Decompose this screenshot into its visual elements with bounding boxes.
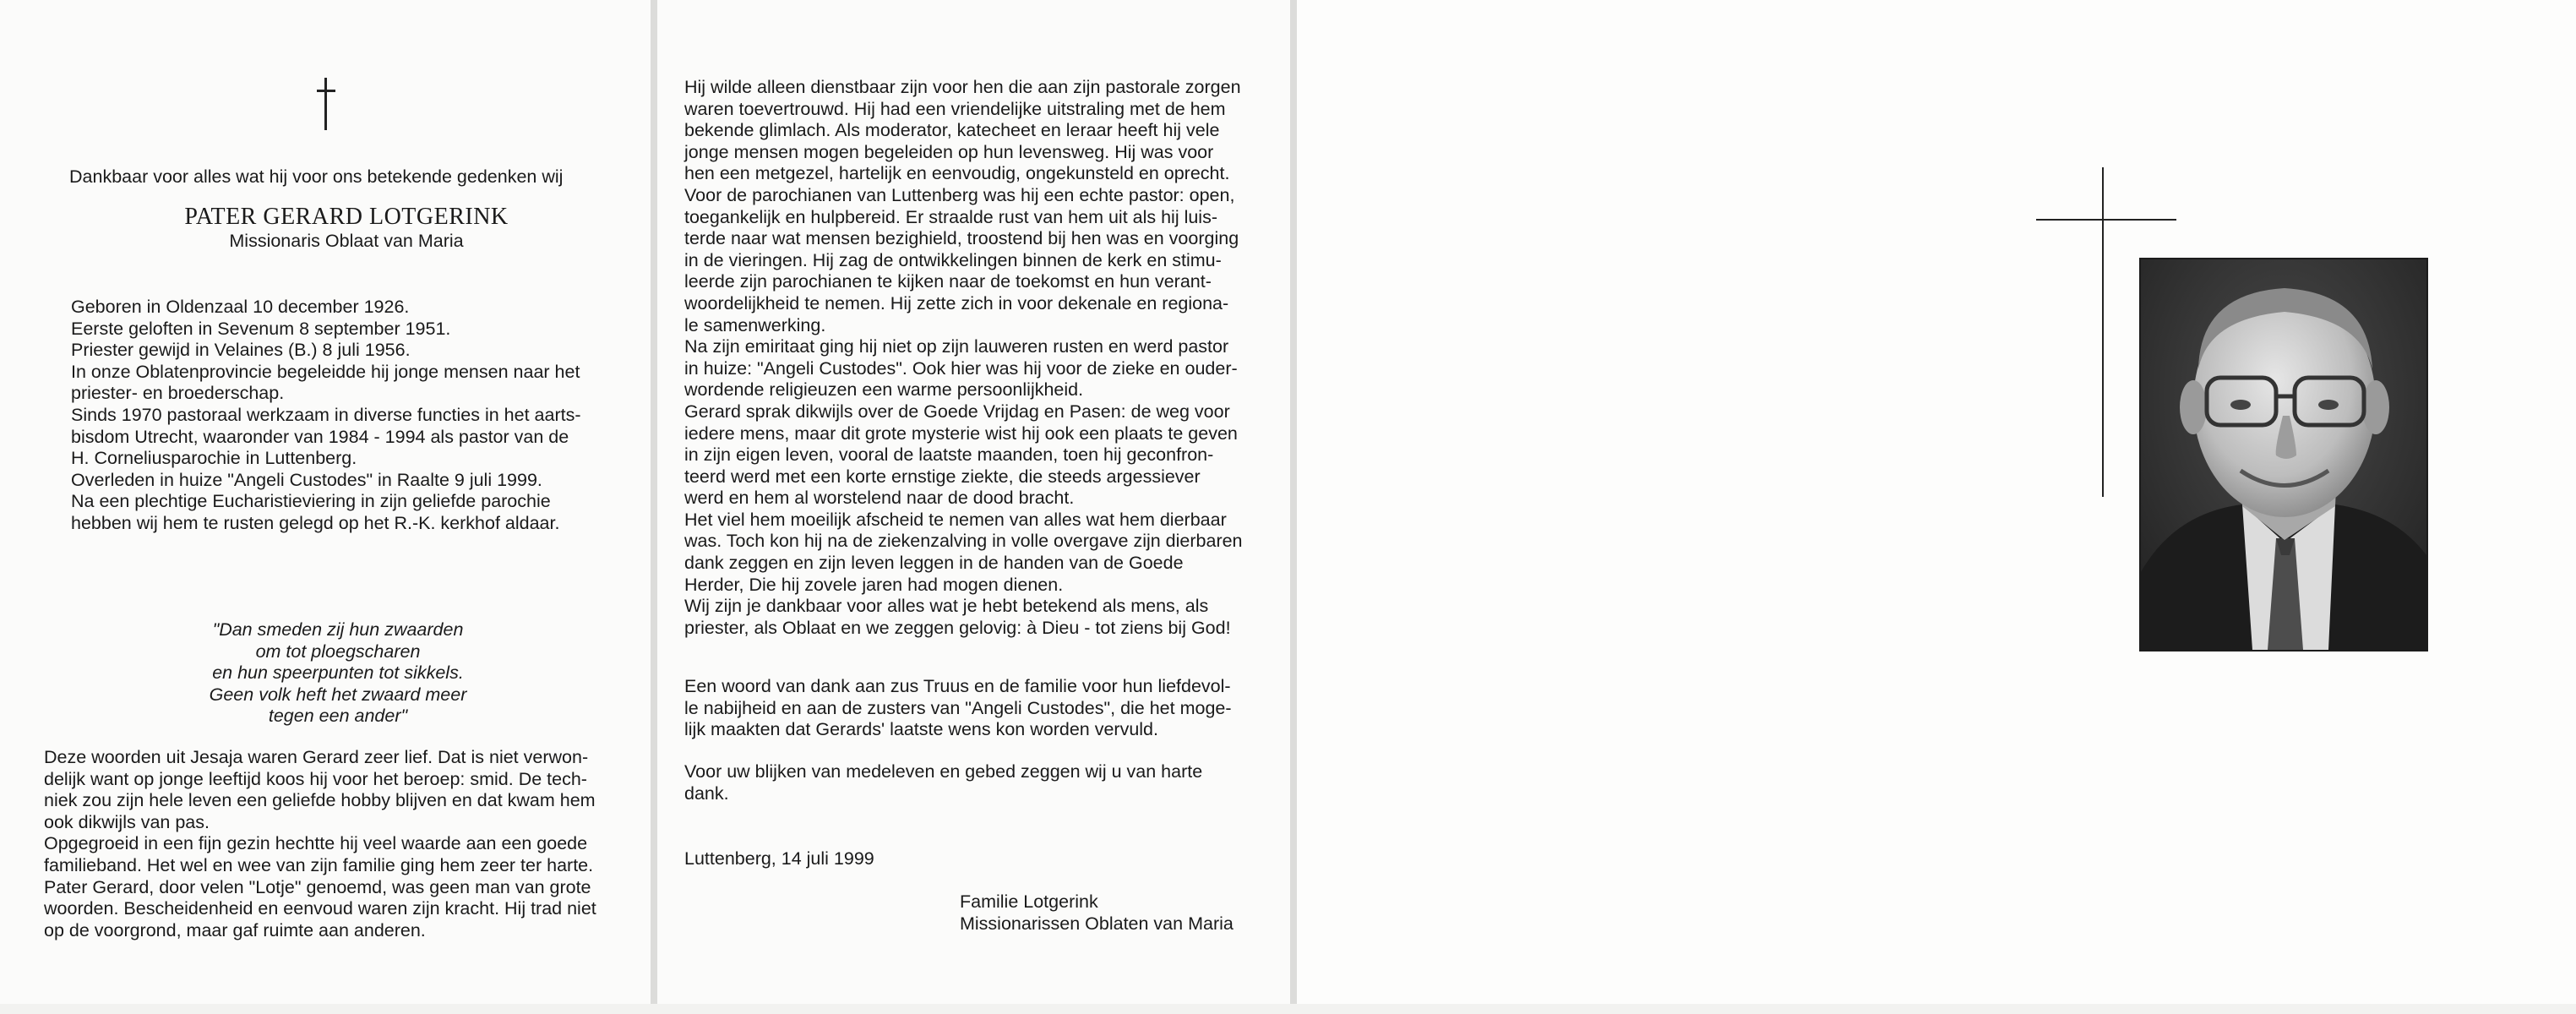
text-line: in huize: "Angeli Custodes". Ook hier was hij voor de zieke en ouder- — [684, 357, 1238, 379]
text-line: waren toevertrouwd. Hij had een vriendelijke uitstraling met de hem — [684, 98, 1226, 119]
text-line: teerd werd met een korte ernstige ziekte, die steeds argessiever — [684, 466, 1201, 487]
text-line: priester, als Oblaat en we zeggen gelovig: à Dieu - tot ziens bij God! — [684, 617, 1231, 638]
bio-line: Sinds 1970 pastoraal werkzaam in diverse functies in het aarts- — [71, 404, 581, 425]
fold-divider — [1290, 0, 1297, 1014]
bio-line: bisdom Utrecht, waaronder van 1984 - 1994 als pastor van de — [71, 426, 569, 447]
acknowledgement-text — [684, 676, 1276, 741]
reflection-text — [44, 747, 610, 941]
text-line: Voor de parochianen van Luttenberg was hij een echte pastor: open, — [684, 184, 1235, 205]
text-line: woordelijkheid te nemen. Hij zette zich in voor dekenale en regiona- — [684, 292, 1229, 313]
text-line: op de voorgrond, maar gaf ruimte aan anderen. — [44, 919, 426, 940]
bio-line: hebben wij hem te rusten gelegd op het R.-K. kerkhof aldaar. — [71, 512, 560, 533]
text-line: Pater Gerard, door velen "Lotje" genoemd, was geen man van grote — [44, 876, 591, 897]
text-line: terde naar wat mensen bezighield, troostend bij hen was en voorging — [684, 228, 1239, 249]
card-page-middle — [657, 0, 1290, 1004]
text-line: Wij zijn je dankbaar voor alles wat je hebt betekend als mens, als — [684, 596, 1209, 617]
text-line: le nabijheid en aan de zusters van "Angeli Custodes", die het moge- — [684, 697, 1232, 718]
text-line: iedere mens, maar dit grote mysterie wist hij ook een plaats te geven — [684, 422, 1238, 444]
quote-line: en hun speerpunten tot sikkels. — [212, 662, 464, 684]
text-line: leerde zijn parochianen te kijken naar de toekomst en hun verant- — [684, 271, 1212, 292]
text-line: werd en hem al worstelend naar de dood bracht. — [684, 488, 1075, 509]
text-line: dank. — [684, 782, 729, 804]
text-line: ook dikwijls van pas. — [44, 811, 210, 832]
signature-line: Familie Lotgerink — [960, 891, 1098, 912]
quote-line: om tot ploegscharen — [255, 641, 421, 662]
bio-line: H. Corneliusparochie in Luttenberg. — [71, 448, 357, 469]
portrait-photo — [2139, 258, 2428, 651]
bio-line: Na een plechtige Eucharistieviering in zijn geliefde parochie — [71, 491, 551, 512]
text-line: Deze woorden uit Jesaja waren Gerard zeer lief. Dat is niet verwon- — [44, 747, 589, 767]
bio-line: Priester gewijd in Velaines (B.) 8 juli 1956. — [71, 340, 411, 361]
text-line: jonge mensen mogen begeleiden op hun levensweg. Hij was voor — [684, 141, 1214, 162]
quote-line: "Dan smeden zij hun zwaarden — [212, 619, 464, 640]
biography-block — [71, 297, 612, 535]
tribute-text — [684, 77, 1276, 639]
card-page-left — [0, 0, 651, 1004]
signature-line: Missionarissen Oblaten van Maria — [960, 913, 1234, 934]
text-line: in de vieringen. Hij zag de ontwikkelingen binnen de kerk en stimu- — [684, 249, 1222, 270]
text-line: in zijn eigen leven, vooral de laatste maanden, toen hij geconfron- — [684, 444, 1214, 466]
bio-line: Eerste geloften in Sevenum 8 september 1951. — [71, 318, 451, 339]
text-line: was. Toch kon hij na de ziekenzalving in volle overgave zijn dierbaren — [684, 531, 1243, 552]
deceased-name: PATER GERARD LOTGERINK — [184, 204, 509, 230]
text-line: hen een metgezel, hartelijk en eenvoudig, ongekunsteld en oprecht. — [684, 163, 1230, 184]
quote-line: tegen een ander" — [268, 706, 408, 727]
text-line: Het viel hem moeilijk afscheid te nemen van alles wat hem dierbaar — [684, 509, 1227, 530]
cross-icon — [314, 78, 338, 130]
text-line: Opgegroeid in een fijn gezin hechtte hij veel waarde aan een goede — [44, 833, 588, 854]
text-line: familieband. Het wel en wee van zijn familie ging hem zeer ter harte. — [44, 854, 594, 875]
text-line: Na zijn emiritaat ging hij niet op zijn lauweren rusten en werd pastor — [684, 336, 1229, 357]
text-line: delijk want op jonge leeftijd koos hij voor het beroep: smid. De tech- — [44, 768, 587, 789]
text-line: bekende glimlach. Als moderator, katecheet en leraar heeft hij vele — [684, 120, 1220, 141]
text-line: Hij wilde alleen dienstbaar zijn voor hen die aan zijn pastorale zorgen — [684, 77, 1241, 97]
signature-block — [960, 891, 1281, 935]
text-line: Herder, Die hij zovele jaren had mogen dienen. — [684, 574, 1064, 595]
fold-divider — [651, 0, 657, 1014]
card-bottom-edge — [0, 1004, 2576, 1014]
bio-line: Overleden in huize "Angeli Custodes" in Raalte 9 juli 1999. — [71, 469, 542, 490]
bio-line: Geboren in Oldenzaal 10 december 1926. — [71, 297, 410, 317]
text-line: Gerard sprak dikwijls over de Goede Vrijdag en Pasen: de weg voor — [684, 401, 1230, 422]
text-line: Een woord van dank aan zus Truus en de familie voor hun liefdevol- — [684, 676, 1231, 696]
text-line: lijk maakten dat Gerards' laatste wens kon worden vervuld. — [684, 719, 1158, 740]
text-line: wordende religieuzen een warme persoonlijkheid. — [684, 379, 1084, 401]
text-line: toegankelijk en hulpbereid. Er straalde rust van hem uit als hij luis- — [684, 206, 1217, 227]
place-date: Luttenberg, 14 juli 1999 — [684, 848, 874, 869]
intro-line: Dankbaar voor alles wat hij voor ons betekende gedenken wij — [69, 166, 564, 187]
bio-line: In onze Oblatenprovincie begeleidde hij jonge mensen naar het — [71, 361, 580, 382]
text-line: Voor uw blijken van medeleven en gebed zeggen wij u van harte — [684, 761, 1203, 782]
scripture-quote — [169, 619, 507, 728]
sympathy-text — [684, 761, 1276, 804]
text-line: niek zou zijn hele leven een geliefde hobby blijven en dat kwam hem — [44, 790, 596, 811]
text-line: le samenwerking. — [684, 314, 826, 335]
deceased-title: Missionaris Oblaat van Maria — [229, 231, 464, 251]
bio-line: priester- en broederschap. — [71, 383, 285, 404]
text-line: woorden. Bescheidenheid en eenvoud waren zijn kracht. Hij trad niet — [44, 898, 596, 919]
quote-line: Geen volk heft het zwaard meer — [209, 684, 467, 705]
text-line: dank zeggen en zijn leven leggen in de handen van de Goede — [684, 553, 1184, 574]
